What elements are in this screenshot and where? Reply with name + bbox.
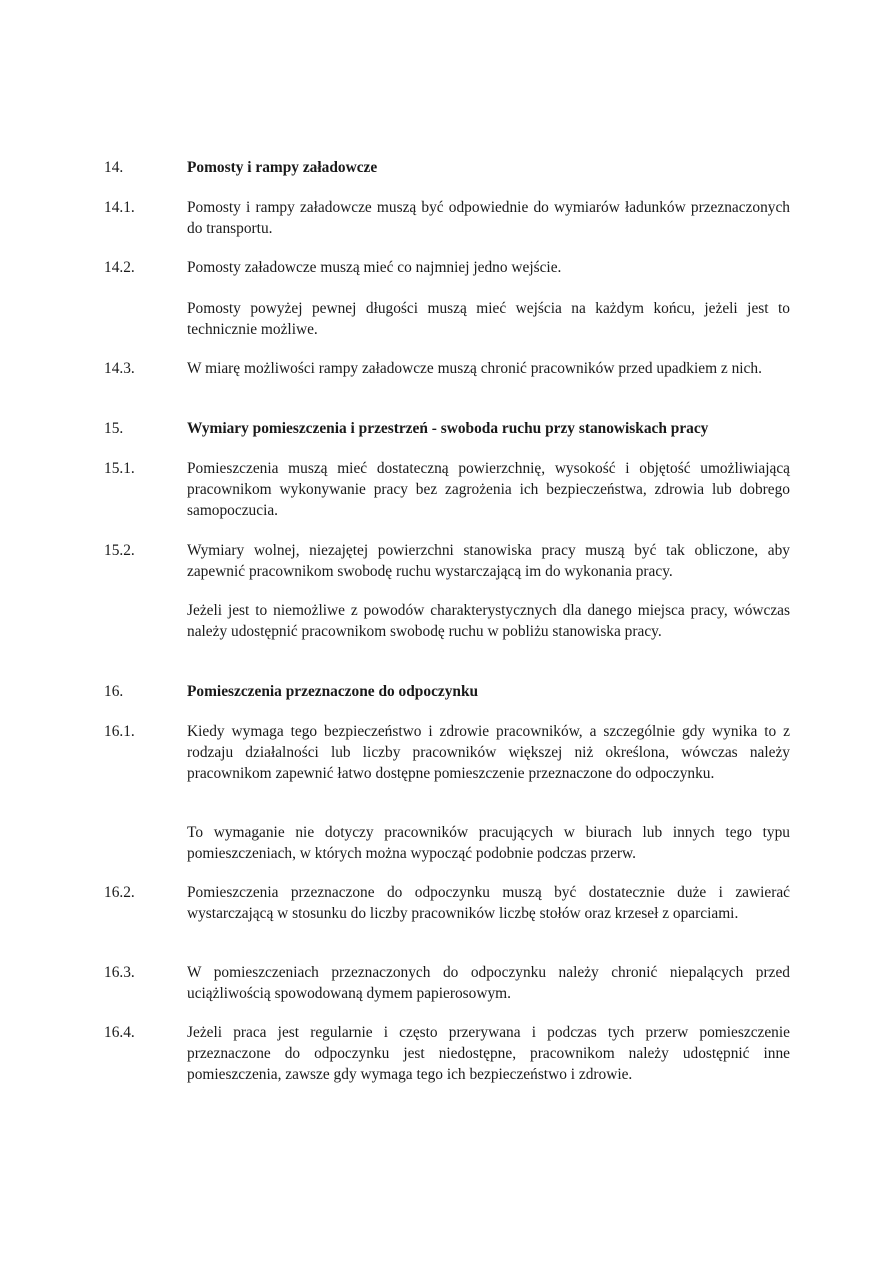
section-number: 16. — [104, 683, 124, 700]
clause-text: Jeżeli jest to niemożliwe z powodów charakterystycznych dla danego miejsca pracy, wówczas należy udostępnić pracownikom swobodę ruchu w pobliżu stanowiska pracy. — [187, 602, 790, 640]
section-number: 14. — [104, 159, 124, 176]
clause-number: 14.1. — [104, 199, 135, 216]
clause-number: 16.3. — [104, 964, 135, 981]
clause-text: Pomosty powyżej pewnej długości muszą mieć wejścia na każdym końcu, jeżeli jest to technicznie możliwe. — [187, 300, 790, 338]
clause-text: Kiedy wymaga tego bezpieczeństwo i zdrowie pracowników, a szczególnie gdy wynika to z rodzaju działalności lub liczby pracowników większej niż określona, wówczas należy pracownikom zapewnić łatwo dostępne pomieszczenie przeznaczone do odpoczynku. — [187, 723, 790, 782]
clause-text: W miarę możliwości rampy załadowcze muszą chronić pracowników przed upadkiem z nich. — [187, 360, 762, 377]
section-heading: Pomosty i rampy załadowcze — [187, 159, 378, 176]
clause-text: Pomieszczenia przeznaczone do odpoczynku muszą być dostatecznie duże i zawierać wystarczającą w stosunku do liczby pracowników liczbę stołów oraz krzeseł z oparciami. — [187, 884, 790, 922]
clause-text: Pomieszczenia muszą mieć dostateczną powierzchnię, wysokość i objętość umożliwiającą pracownikom wykonywanie pracy bez zagrożenia ich bezpieczeństwa, zdrowia lub dobrego samopoczucia. — [187, 460, 790, 519]
clause-number: 16.1. — [104, 723, 135, 740]
section-heading: Wymiary pomieszczenia i przestrzeń - swoboda ruchu przy stanowiskach pracy — [187, 420, 709, 437]
clause-text: W pomieszczeniach przeznaczonych do odpoczynku należy chronić niepalących przed uciążliwością spowodowaną dymem papierosowym. — [187, 964, 790, 1002]
clause-text: Pomosty i rampy załadowcze muszą być odpowiednie do wymiarów ładunków przeznaczonych do transportu. — [187, 199, 790, 237]
clause-text: Pomosty załadowcze muszą mieć co najmniej jedno wejście. — [187, 259, 562, 276]
clause-text: Wymiary wolnej, niezajętej powierzchni stanowiska pracy muszą być tak obliczone, aby zapewnić pracownikom swobodę ruchu wystarczającą im do wykonania pracy. — [187, 542, 790, 580]
clause-text: Jeżeli praca jest regularnie i często przerywana i podczas tych przerw pomieszczenie przeznaczone do odpoczynku jest niedostępne, pracownikom należy udostępnić inne pomieszczenia, zawsze gdy wymaga tego ich bezpieczeństwo i zdrowie. — [187, 1024, 790, 1083]
clause-number: 15.2. — [104, 542, 135, 559]
clause-number: 15.1. — [104, 460, 135, 477]
clause-number: 16.2. — [104, 884, 135, 901]
clause-number: 14.3. — [104, 360, 135, 377]
clause-number: 16.4. — [104, 1024, 135, 1041]
section-heading: Pomieszczenia przeznaczone do odpoczynku — [187, 683, 479, 700]
clause-number: 14.2. — [104, 259, 135, 276]
clause-text: To wymaganie nie dotyczy pracowników pracujących w biurach lub innych tego typu pomieszczeniach, w których można wypocząć podobnie podczas przerw. — [187, 824, 790, 862]
section-number: 15. — [104, 420, 124, 437]
